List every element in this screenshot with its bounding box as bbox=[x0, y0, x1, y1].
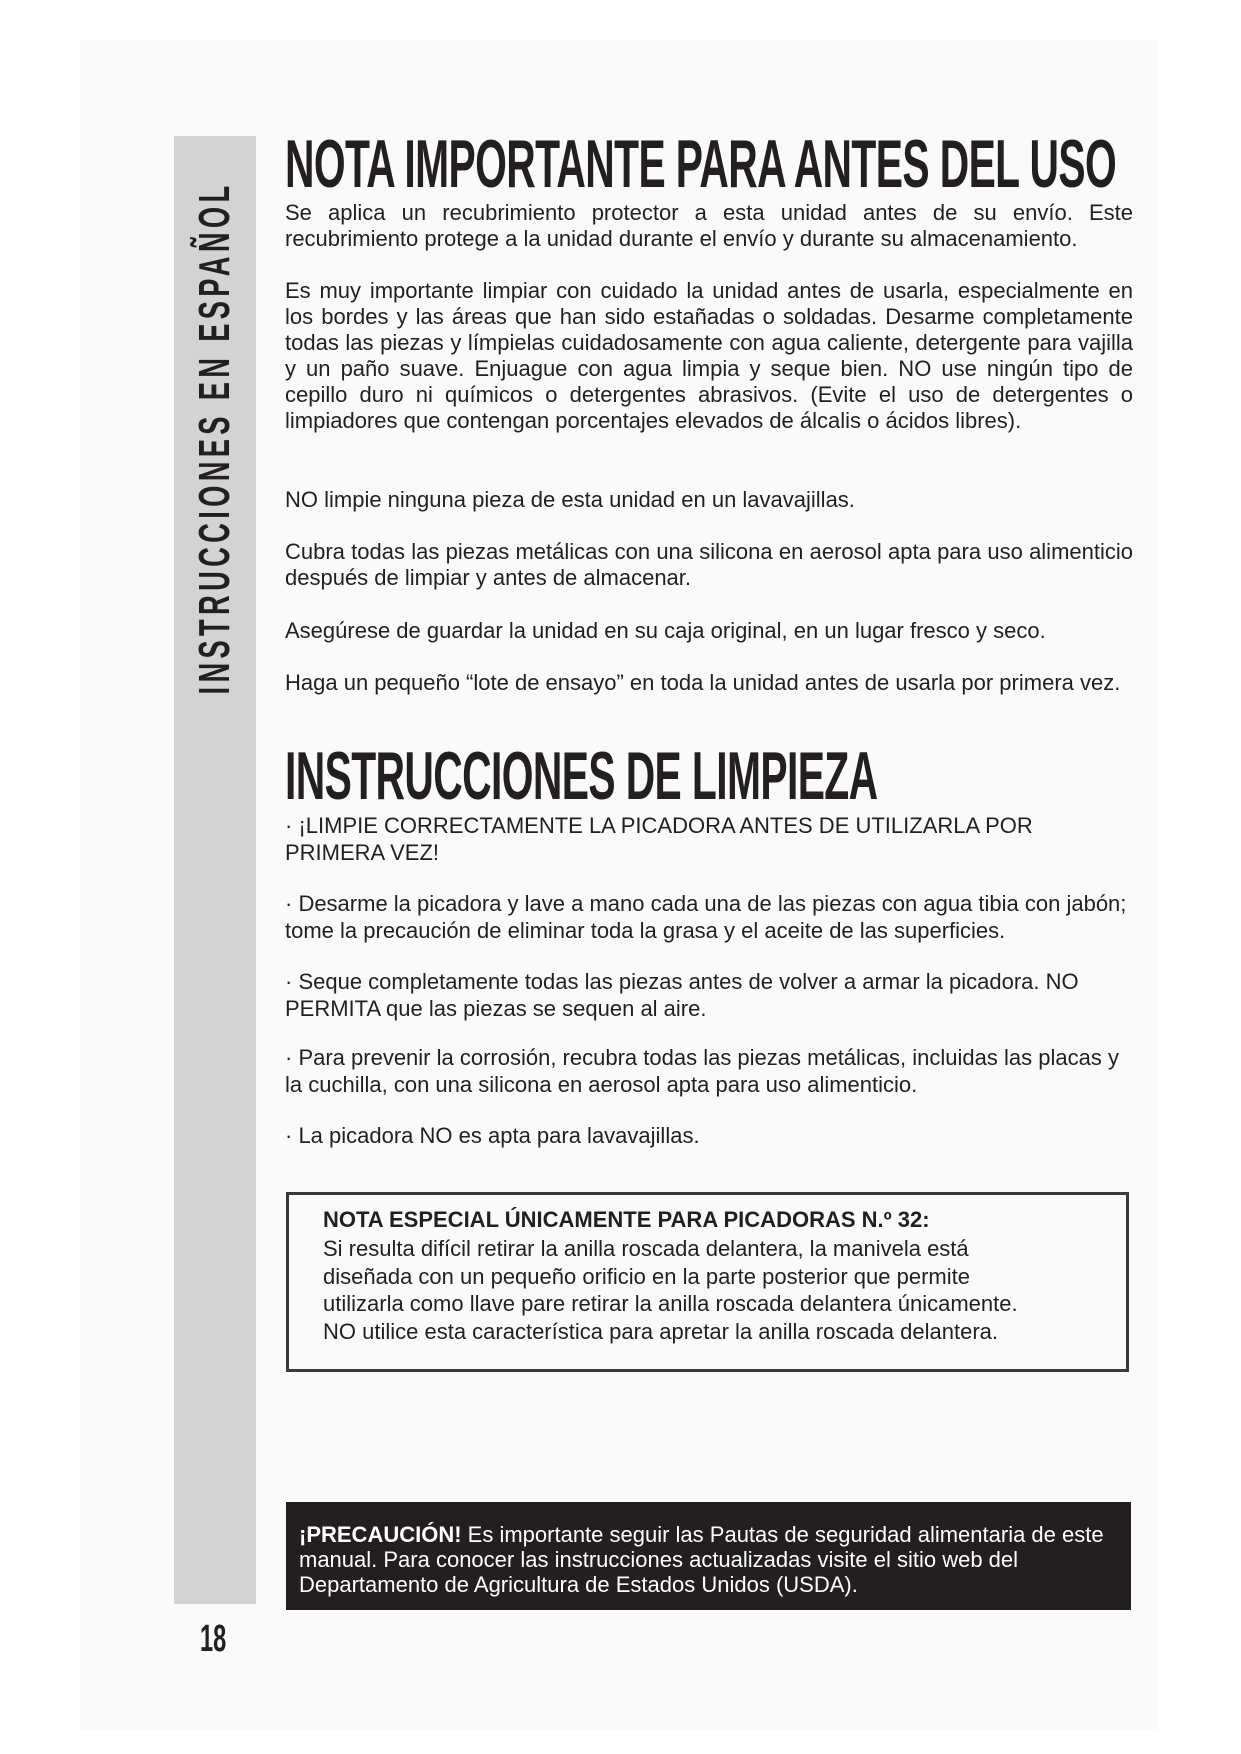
paragraph-silicone: Cubra todas las piezas metálicas con una silicona en aerosol apta para uso alimenticio después de limpiar y antes de almacenar. bbox=[285, 539, 1133, 590]
cleaning-bullet-5: · La picadora NO es apta para lavavajillas. bbox=[285, 1123, 700, 1148]
page-number: 18 bbox=[200, 1618, 227, 1660]
caution-banner bbox=[286, 1502, 1131, 1610]
cleaning-bullet-4: · Para prevenir la corrosión, recubra todas las piezas metálicas, incluidas las placas y la cuchilla, con una silicona en aerosol apta para uso alimenticio. bbox=[285, 1045, 1119, 1097]
special-note-body: Si resulta difícil retirar la anilla roscada delantera, la manivela está diseñada con un pequeño orificio en la parte posterior que permite utilizarla como llave pare retirar la anilla roscada delantera únicamente. NO utilice esta característica para apretar la anilla roscada delantera. bbox=[323, 1236, 1018, 1344]
paragraph-storage: Asegúrese de guardar la unidad en su caja original, en un lugar fresco y seco. bbox=[285, 618, 1046, 643]
caution-text: Es importante seguir las Pautas de seguridad alimentaria de este manual. Para conocer las instrucciones actualizadas visite el sitio web del Departamento de Agricultura de Estados Unidos (USDA). bbox=[299, 1522, 1104, 1597]
caution-label: ¡PRECAUCIÓN! bbox=[299, 1522, 462, 1547]
paragraph-no-dishwasher: NO limpie ninguna pieza de esta unidad en un lavavajillas. bbox=[285, 487, 855, 512]
cleaning-bullet-1: · ¡LIMPIE CORRECTAMENTE LA PICADORA ANTES DE UTILIZARLA POR PRIMERA VEZ! bbox=[285, 813, 1033, 865]
paragraph-coating: Se aplica un recubrimiento protector a esta unidad antes de su envío. Este recubrimiento protege a la unidad durante el envío y durante su almacenamiento. bbox=[285, 200, 1133, 251]
section-title-nota: NOTA IMPORTANTE PARA ANTES DEL USO bbox=[285, 126, 1117, 202]
cleaning-bullet-3: · Seque completamente todas las piezas antes de volver a armar la picadora. NO PERMITA que las piezas se sequen al aire. bbox=[285, 969, 1079, 1021]
section-title-limpieza: INSTRUCCIONES DE LIMPIEZA bbox=[285, 738, 878, 814]
cleaning-bullet-2: · Desarme la picadora y lave a mano cada una de las piezas con agua tibia con jabón; tome la precaución de eliminar toda la grasa y el aceite de las superficies. bbox=[285, 891, 1127, 943]
special-note-box bbox=[286, 1192, 1129, 1372]
special-note-title: NOTA ESPECIAL ÚNICAMENTE PARA PICADORAS N.º 32: bbox=[323, 1207, 930, 1232]
paragraph-cleaning: Es muy importante limpiar con cuidado la unidad antes de usarla, especialmente en los bordes y las áreas que han sido estañadas o soldadas. Desarme completamente todas las piezas y límpielas cuidadosamente con agua caliente, detergente para vajilla y un paño suave. Enjuague con agua limpia y seque bien. NO use ningún tipo de cepillo duro ni químicos o detergentes abrasivos. (Evite el uso de detergentes o limpiadores que contengan porcentajes elevados de álcalis o ácidos libres). bbox=[285, 278, 1133, 433]
paragraph-test-batch: Haga un pequeño “lote de ensayo” en toda la unidad antes de usarla por primera vez. bbox=[285, 670, 1121, 695]
sidebar-section-label: INSTRUCCIONES EN ESPAÑOL bbox=[190, 181, 239, 695]
